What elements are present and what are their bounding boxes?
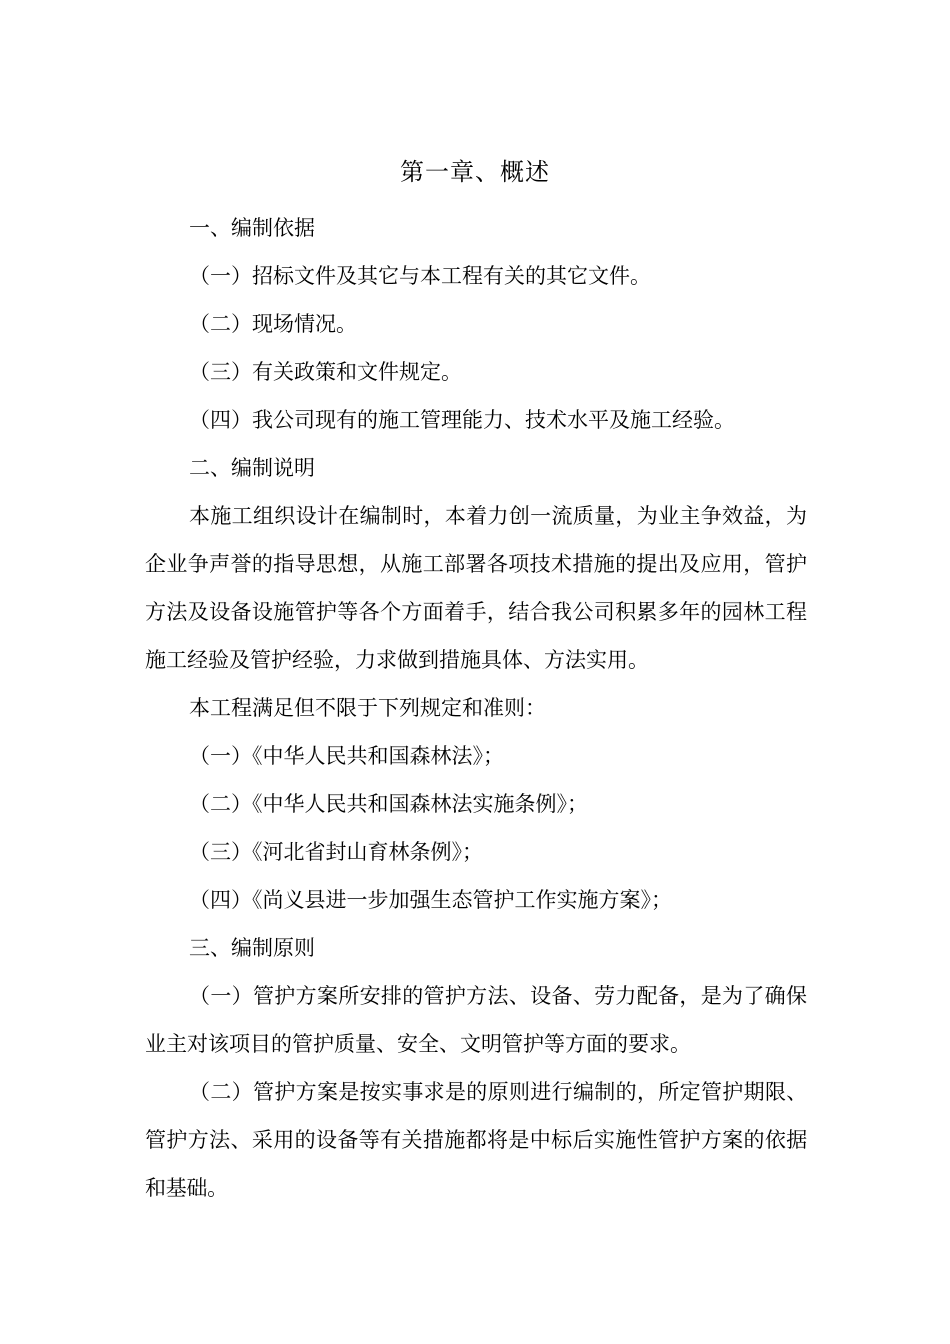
chapter-title: 第一章、概述 [400, 158, 550, 186]
section-heading-basis: 一、编制依据 [189, 216, 315, 240]
regulations-intro: 本工程满足但不限于下列规定和准则： [189, 696, 546, 720]
section-heading-principles: 三、编制原则 [189, 936, 315, 960]
document-body [145, 204, 807, 1212]
basis-item-4: （四）我公司现有的施工管理能力、技术水平及施工经验。 [189, 408, 735, 432]
regulation-item-3: （三）《河北省封山育林条例》； [189, 840, 483, 864]
regulation-item-4: （四）《尚义县进一步加强生态管护工作实施方案》； [189, 888, 672, 912]
basis-item-2: （二）现场情况。 [189, 312, 357, 336]
section-heading-description: 二、编制说明 [189, 456, 315, 480]
principle-item-2: （二）管护方案是按实事求是的原则进行编制的，所定管护期限、管护方法、采用的设备等有关措施都将是中标后实施性管护方案的依据和基础。 [145, 1080, 807, 1200]
principle-item-1: （一）管护方案所安排的管护方法、设备、劳力配备，是为了确保业主对该项目的管护质量、安全、文明管护等方面的要求。 [145, 984, 807, 1056]
description-paragraph: 本施工组织设计在编制时，本着力创一流质量，为业主争效益，为企业争声誉的指导思想，从施工部署各项技术措施的提出及应用，管护方法及设备设施管护等各个方面着手，结合我公司积累多年的园林工程施工经验及管护经验，力求做到措施具体、方法实用。 [145, 504, 807, 672]
basis-item-1: （一）招标文件及其它与本工程有关的其它文件。 [189, 264, 651, 288]
regulation-item-1: （一）《中华人民共和国森林法》； [189, 744, 504, 768]
basis-item-3: （三）有关政策和文件规定。 [189, 360, 462, 384]
regulation-item-2: （二）《中华人民共和国森林法实施条例》； [189, 792, 588, 816]
